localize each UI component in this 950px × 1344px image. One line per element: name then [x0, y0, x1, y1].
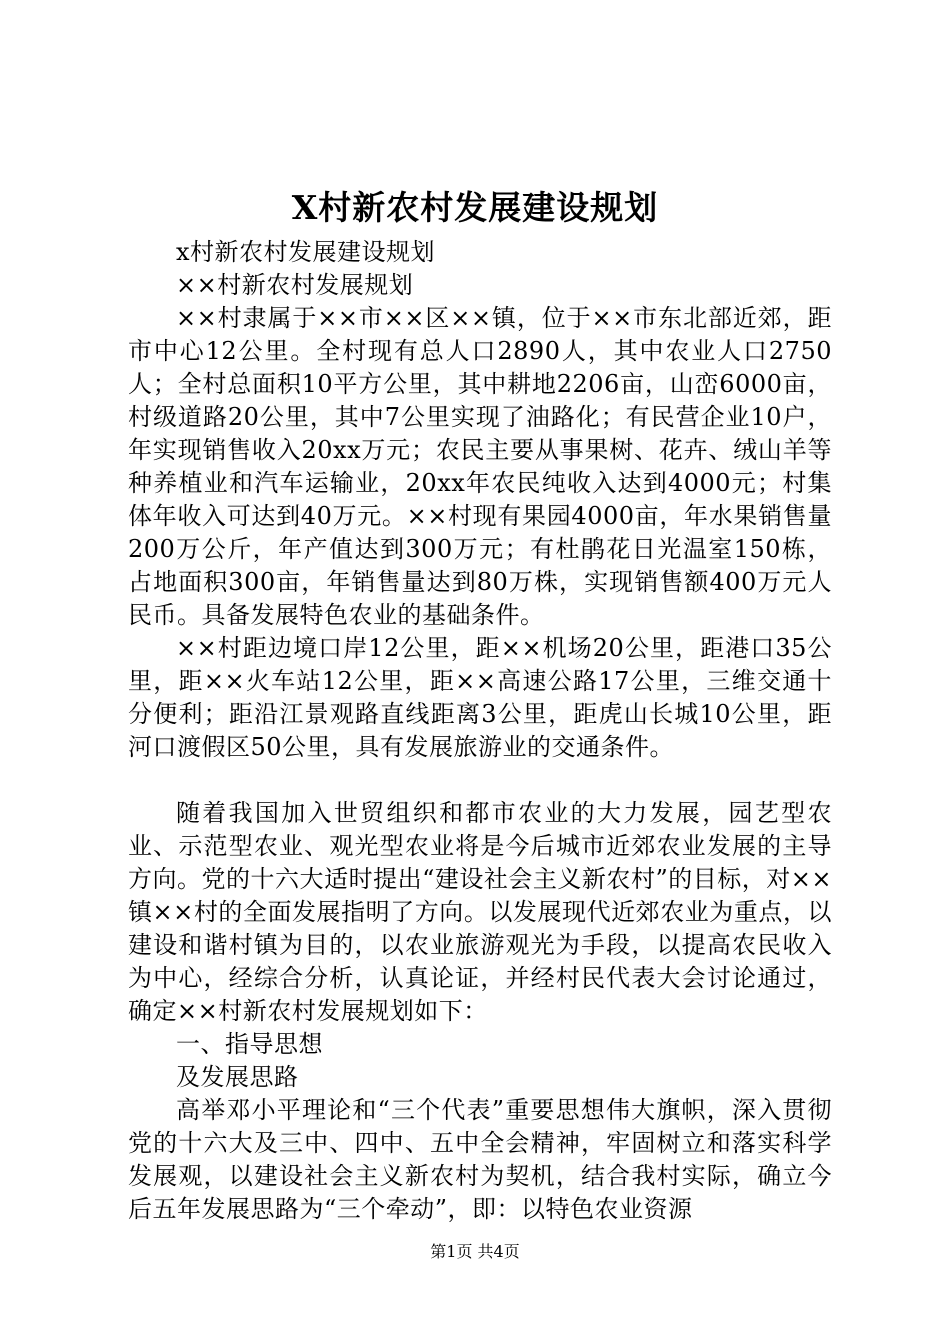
page-footer: 第1页 共4页: [430, 1242, 520, 1261]
paragraph-guiding-principles: 高举邓小平理论和“三个代表”重要思想伟大旗帜，深入贯彻党的十六大及三中、四中、五中全会精神，牢固树立和落实科学发展观，以建设社会主义新农村为契机，结合我村实际，确立今后五年发展思路为“三个牵动”，即：以特色农业资源: [128, 1096, 832, 1223]
section-heading-guiding-thought: 一、指导思想: [176, 1030, 323, 1058]
paragraph-development-background: 随着我国加入世贸组织和都市农业的大力发展，园艺型农业、示范型农业、观光型农业将是今后城市近郊农业发展的主导方向。党的十六大适时提出“建设社会主义新农村”的目标，对××镇××村的全面发展指明了方向。以发展现代近郊农业为重点，以建设和谐村镇为目的，以农业旅游观光为手段，以提高农民收入为中心，经综合分析，认真论证，并经村民代表大会讨论通过，确定××村新农村发展规划如下：: [128, 799, 832, 1025]
paragraph-transport: ××村距边境口岸12公里，距××机场20公里，距港口35公里，距××火车站12公里，距××高速公路17公里，三维交通十分便利；距沿江景观路直线距离3公里，距虎山长城10公里，距河口渡假区50公里，具有发展旅游业的交通条件。: [128, 634, 832, 761]
document-body: [128, 236, 832, 1226]
section-heading-development-idea: 及发展思路: [176, 1063, 299, 1091]
document-title: X村新农村发展建设规划: [291, 188, 659, 227]
paragraph-village-overview: ××村隶属于××市××区××镇，位于××市东北部近郊，距市中心12公里。全村现有总人口2890人，其中农业人口2750人；全村总面积10平方公里，其中耕地2206亩，山峦6000亩，村级道路20公里，其中7公里实现了油路化；有民营企业10户，年实现销售收入20xx万元；农民主要从事果树、花卉、绒山羊等种养植业和汽车运输业，20xx年农民纯收入达到4000元；村集体年收入可达到40万元。××村现有果园4000亩，年水果销售量200万公斤，年产值达到300万元；有杜鹃花日光温室150栋，占地面积300亩，年销售量达到80万株，实现销售额400万元人民币。具备发展特色农业的基础条件。: [128, 304, 832, 629]
paragraph-subtitle-1: x村新农村发展建设规划: [176, 238, 436, 266]
paragraph-subtitle-2: ××村新农村发展规划: [176, 271, 414, 299]
